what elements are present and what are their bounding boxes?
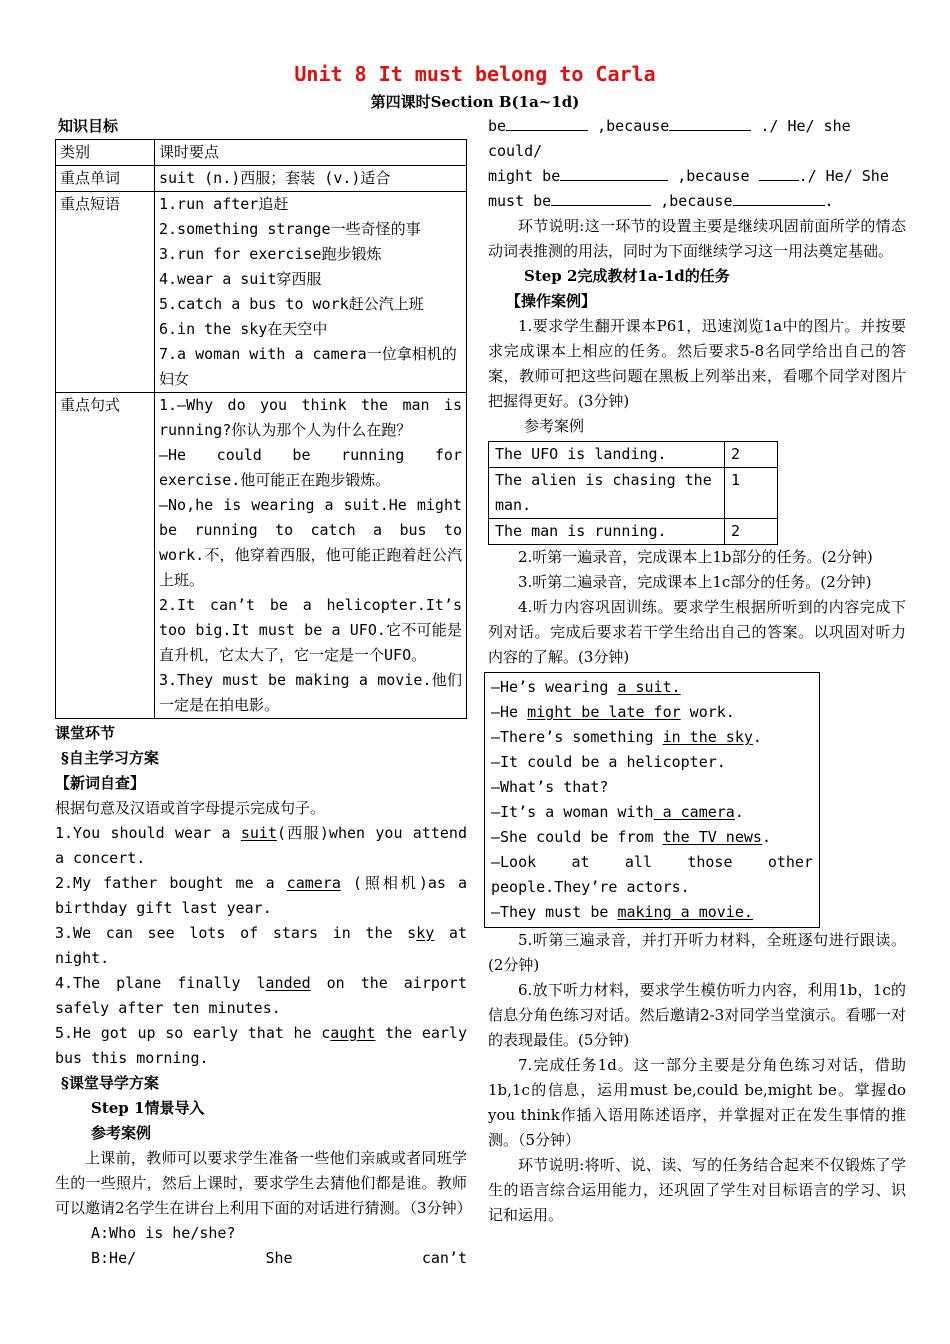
sentence-item: 1.—Why do you think the man is running?你认为那个人为什么在跑？ <box>159 396 462 439</box>
sentence-item: —He could be running for exercise.他可能正在跑步锻炼。 <box>159 446 462 489</box>
phrases-list <box>155 192 467 393</box>
task-2: 2.听第一遍录音，完成课本上1b部分的任务。(2分钟) <box>518 548 873 566</box>
sentence-item: —No,he is wearing a suit.He might be running to catch a bus to work.不，他穿着西服，他可能正跑着赶公汽上班。 <box>159 496 462 589</box>
table-header-row <box>56 140 467 166</box>
phrase-item: 5.catch a bus to work赶公汽上班 <box>159 295 424 313</box>
phrase-item: 7.a woman with a camera一位拿相机的妇女 <box>159 345 457 388</box>
page-subtitle: 第四课时Section B(1a~1d) <box>370 93 580 111</box>
fill-item: 4.The plane finally landed on the airport safely after ten minutes. <box>55 974 467 1017</box>
fill-exercises <box>55 821 467 1071</box>
sentences-label: 重点句式 <box>56 393 155 719</box>
fill-answer: anded <box>265 974 311 992</box>
step1-text: 上课前，教师可以要求学生准备一些他们亲戚或者同班学生的一些照片，然后上课时，要求学生去猜他们都是谁。教师可以邀请2名学生在讲台上利用下面的对话进行猜测。（3分钟） <box>55 1149 472 1217</box>
fill-item: 3.We can see lots of stars in the sky at night. <box>55 924 467 967</box>
explain-2: 环节说明:将听、说、读、写的任务结合起来不仅锻炼了学生的语言综合运用能力，还巩固了学生对目标语言的学习、识记和运用。 <box>488 1156 906 1224</box>
fill-answer: camera <box>286 874 341 892</box>
step2-heading: Step 2完成教材1a-1d的任务 <box>524 267 730 285</box>
fill-item: 1.You should wear a suit(西服)when you attend a concert. <box>55 824 467 867</box>
knowledge-heading: 知识目标 <box>58 117 119 135</box>
sentence-item: 3.They must be making a movie.他们一定是在拍电影。 <box>159 671 462 714</box>
dialog-line: —It could be a helicopter. <box>491 753 726 771</box>
fill-item: 5.He got up so early that he caught the early bus this morning. <box>55 1024 467 1067</box>
dialog-line: —Look at all those other people.They’re actors. <box>491 853 813 896</box>
dialog-b-continued: be ,because ./ He/ she could/ might be ,because ./ He/ She must be ,because . <box>488 117 889 210</box>
ref-sentence: The UFO is landing. <box>489 442 725 468</box>
ref-number: 2 <box>725 442 778 468</box>
ref-case2-heading: 参考案例 <box>524 417 585 435</box>
ref-sentence: The alien is chasing the man. <box>489 468 725 519</box>
task-1: 1.要求学生翻开课本P61，迅速浏览1a中的图片。并按要求完成课本上相应的任务。然后要求5-8名同学给出自己的答案，教师可把这些问题在黑板上列举出来，看哪个同学对图片把握得更好。(3分钟) <box>488 317 906 410</box>
table-row-phrases <box>56 192 467 393</box>
phrase-item: 1.run after追赶 <box>159 195 289 213</box>
words-value: suit (n.)西服；套装 (v.)适合 <box>155 166 467 192</box>
fill-answer: aught <box>330 1024 376 1042</box>
sentence-item: 2.It can’t be a helicopter.It’s too big.It must be a UFO.它不可能是直升机，它太大了，它一定是一个UFO。 <box>159 596 462 664</box>
self-study-heading: §自主学习方案 <box>61 749 159 767</box>
phrase-item: 3.run for exercise跑步锻炼 <box>159 245 382 263</box>
dialog-line: —He’s wearing a suit. <box>491 678 681 696</box>
left-column <box>55 114 472 1271</box>
phrase-item: 4.wear a suit穿西服 <box>159 270 322 288</box>
task-3: 3.听第二遍录音，完成课本上1c部分的任务。(2分钟) <box>518 573 872 591</box>
table-row <box>489 442 778 468</box>
dialog-line: —There’s something in the sky. <box>491 728 762 746</box>
explain-1: 环节说明:这一环节的设置主要是继续巩固前面所学的情态动词表推测的用法，同时为下面继续学习这一用法奠定基础。 <box>488 217 906 260</box>
knowledge-table <box>55 139 467 719</box>
fill-instruction: 根据句意及汉语或首字母提示完成句子。 <box>55 799 326 817</box>
listening-dialog <box>484 672 820 928</box>
phrases-label: 重点短语 <box>56 192 155 393</box>
new-words-heading: 【新词自查】 <box>55 774 146 792</box>
task-7: 7.完成任务1d。这一部分主要是分角色练习对话，借助1b,1c的信息，运用must be,could be,might be。掌握do you think作插入语用陈述语序，并掌握对正在发生事情的推测。（5分钟） <box>488 1056 906 1149</box>
ref-case-heading: 参考案例 <box>91 1124 152 1142</box>
ref-sentence: The man is running. <box>489 519 725 545</box>
op-case-heading: 【操作案例】 <box>506 292 597 310</box>
step1-heading: Step 1情景导入 <box>91 1099 205 1117</box>
sentences-list <box>155 393 467 719</box>
task-5: 5.听第三遍录音，并打开听力材料，全班逐句进行跟读。(2分钟) <box>488 931 906 974</box>
table-row <box>489 519 778 545</box>
page-title: Unit 8 It must belong to Carla <box>294 62 656 86</box>
ref-number: 1 <box>725 468 778 519</box>
fill-item: 2.My father bought me a camera (照相机)as a birthday gift last year. <box>55 874 467 917</box>
fill-answer: suit <box>240 824 277 842</box>
table-header-category: 类别 <box>56 140 155 166</box>
dialog-b: B:He/ She can’t <box>91 1249 467 1267</box>
phrase-item: 6.in the sky在天空中 <box>159 320 328 338</box>
phrase-item: 2.something strange一些奇怪的事 <box>159 220 421 238</box>
right-column <box>488 114 906 1228</box>
words-label: 重点单词 <box>56 166 155 192</box>
dialog-line: —What’s that? <box>491 778 609 796</box>
fill-answer: ky <box>416 924 435 942</box>
table-row-words <box>56 166 467 192</box>
dialog-line: —They must be making a movie. <box>491 903 753 921</box>
classroom-heading: 课堂环节 <box>55 724 116 742</box>
guide-heading: §课堂导学方案 <box>61 1074 159 1092</box>
dialog-line: —He might be late for work. <box>491 703 735 721</box>
dialog-line: —She could be from the TV news. <box>491 828 771 846</box>
ref-number: 2 <box>725 519 778 545</box>
table-header-points: 课时要点 <box>155 140 467 166</box>
task-4: 4.听力内容巩固训练。要求学生根据所听到的内容完成下列对话。完成后要求若干学生给出自己的答案。以巩固对听力内容的了解。(3分钟) <box>488 598 906 666</box>
table-row <box>489 468 778 519</box>
ref-table <box>488 441 778 545</box>
table-row-sentences <box>56 393 467 719</box>
task-6: 6.放下听力材料，要求学生模仿听力内容，利用1b，1c的信息分角色练习对话。然后邀请2-3对同学当堂演示。看哪一对的表现最佳。(5分钟) <box>488 981 906 1049</box>
dialog-a: A:Who is he/she? <box>91 1224 236 1242</box>
dialog-line: —It’s a woman with a camera. <box>491 803 744 821</box>
